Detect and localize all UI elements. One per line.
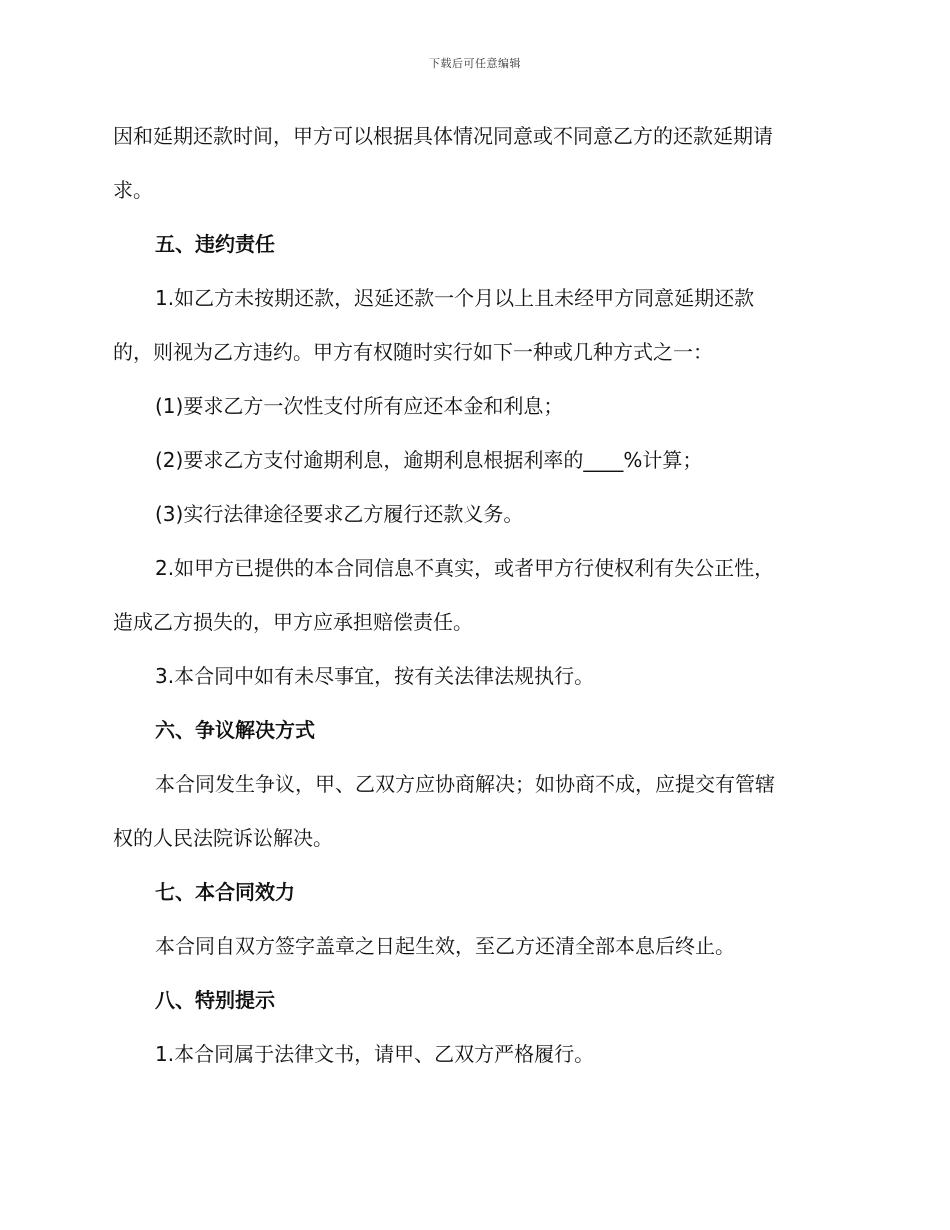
section-heading-breach: 五、违约责任 xyxy=(155,232,275,256)
page-header: 下载后可任意编辑 xyxy=(429,57,521,70)
paragraph-line: 的，则视为乙方违约。甲方有权随时实行如下一种或几种方式之一： xyxy=(113,340,713,364)
paragraph-line: 权的人民法院诉讼解决。 xyxy=(113,826,333,850)
section-heading-notice: 八、特别提示 xyxy=(155,988,275,1012)
paragraph-line: 1.如乙方未按期还款，迟延还款一个月以上且未经甲方同意延期还款 xyxy=(155,286,755,310)
list-item: (2)要求乙方支付逾期利息，逾期利息根据利率的____%计算； xyxy=(155,448,703,472)
paragraph-line: 本合同发生争议，甲、乙双方应协商解决；如协商不成，应提交有管辖 xyxy=(155,772,775,796)
paragraph-line: 1.本合同属于法律文书，请甲、乙双方严格履行。 xyxy=(155,1042,595,1066)
section-heading-dispute: 六、争议解决方式 xyxy=(155,718,315,742)
section-heading-effect: 七、本合同效力 xyxy=(155,880,295,904)
paragraph-line: 3.本合同中如有未尽事宜，按有关法律法规执行。 xyxy=(155,664,595,688)
list-item: (3)实行法律途径要求乙方履行还款义务。 xyxy=(155,502,524,526)
paragraph-line: 求。 xyxy=(113,178,153,202)
paragraph-line: 本合同自双方签字盖章之日起生效，至乙方还清全部本息后终止。 xyxy=(155,934,735,958)
paragraph-line: 2.如甲方已提供的本合同信息不真实，或者甲方行使权利有失公正性， xyxy=(155,556,775,580)
document-body xyxy=(113,109,837,1081)
paragraph-line: 因和延期还款时间，甲方可以根据具体情况同意或不同意乙方的还款延期请 xyxy=(113,124,773,148)
paragraph-line: 造成乙方损失的，甲方应承担赔偿责任。 xyxy=(113,610,473,634)
list-item: (1)要求乙方一次性支付所有应还本金和利息； xyxy=(155,394,564,418)
